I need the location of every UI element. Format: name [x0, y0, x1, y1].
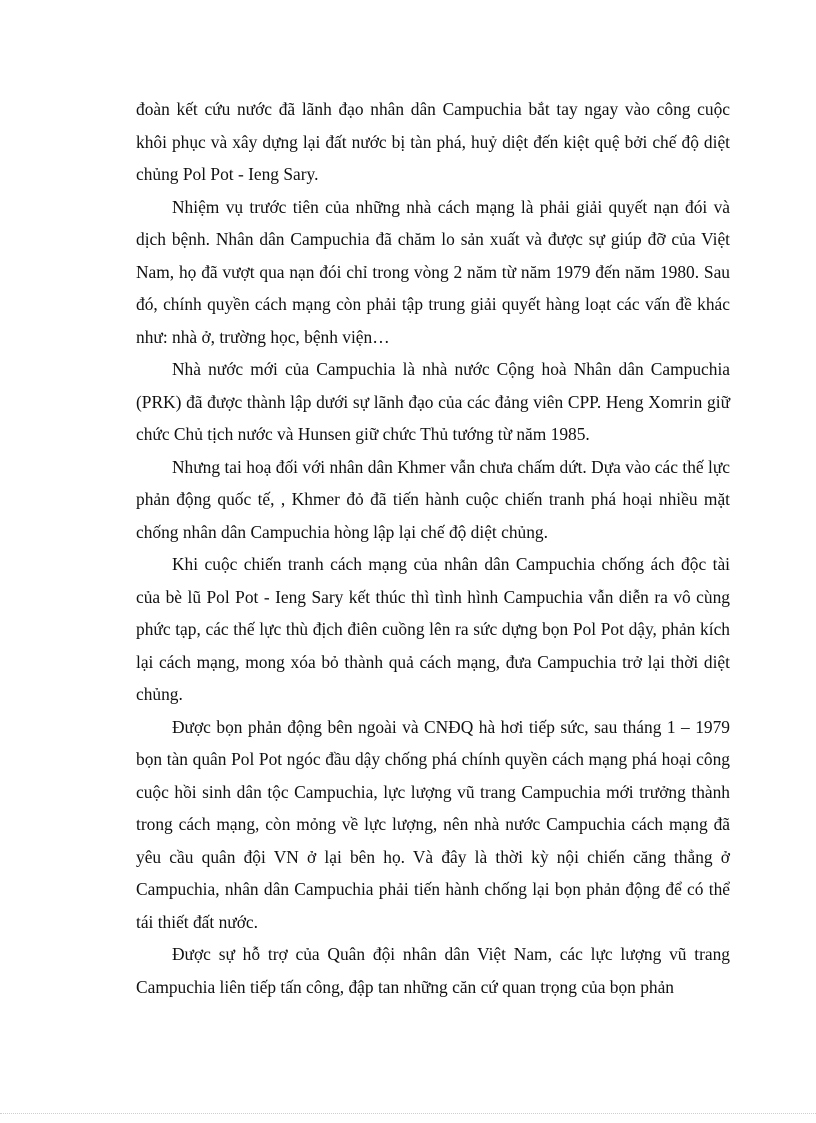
page-bottom-divider [0, 1113, 816, 1114]
paragraph-continuation: đoàn kết cứu nước đã lãnh đạo nhân dân Campuchia bắt tay ngay vào công cuộc khôi phục và xây dựng lại đất nước bị tàn phá, huỷ diệt đến kiệt quệ bởi chế độ diệt chủng Pol Pot - Ieng Sary. [136, 99, 730, 184]
paragraph-post-war-situation: Khi cuộc chiến tranh cách mạng của nhân dân Campuchia chống ách độc tài của bè lũ Pol Pot - Ieng Sary kết thúc thì tình hình Campuchia vẫn diễn ra vô cùng phức tạp, các thế lực thù địch điên cuồng lên ra sức dựng bọn Pol Pot dậy, phản kích lại cách mạng, mong xóa bỏ thành quả cách mạng, đưa Campuchia trở lại thời diệt chủng. [136, 554, 730, 704]
paragraph-khmer-rouge-threat: Nhưng tai hoạ đối với nhân dân Khmer vẫn chưa chấm dứt. Dựa vào các thế lực phản động quốc tế, , Khmer đỏ đã tiến hành cuộc chiến tranh phá hoại nhiều mặt chống nhân dân Campuchia hòng lập lại chế độ diệt chủng. [136, 456, 730, 542]
paragraph-relief-tasks: Nhiệm vụ trước tiên của những nhà cách mạng là phải giải quyết nạn đói và dịch bệnh. Nhân dân Campuchia đã chăm lo sản xuất và được sự giúp đỡ của Việt Nam, họ đã vượt qua nạn đói chỉ trong vòng 2 năm từ năm 1979 đến năm 1980. Sau đó, chính quyền cách mạng còn phải tập trung giải quyết hàng loạt các vấn đề khác như: nhà ở, trường học, bệnh viện… [136, 196, 730, 347]
document-body [136, 93, 730, 1003]
paragraph-civil-war: Được bọn phản động bên ngoài và CNĐQ hà hơi tiếp sức, sau tháng 1 – 1979 bọn tàn quân Pol Pot ngóc đầu dậy chống phá chính quyền cách mạng phá hoại công cuộc hồi sinh dân tộc Campuchia, lực lượng vũ trang Campuchia mới trưởng thành trong cách mạng, còn mỏng về lực lượng, nên nhà nước Campuchia cách mạng đã yêu cầu quân đội VN ở lại bên họ. Và đây là thời kỳ nội chiến căng thẳng ở Campuchia, nhân dân Campuchia phải tiến hành chống lại bọn phản động để có thể tái thiết đất nước. [136, 716, 730, 932]
paragraph-new-state: Nhà nước mới của Campuchia là nhà nước Cộng hoà Nhân dân Campuchia (PRK) đã được thành lập dưới sự lãnh đạo của các đảng viên CPP. Heng Xomrin giữ chức Chủ tịch nước và Hunsen giữ chức Thủ tướng từ năm 1985. [136, 359, 730, 444]
paragraph-military-support: Được sự hỗ trợ của Quân đội nhân dân Việt Nam, các lực lượng vũ trang Campuchia liên tiếp tấn công, đập tan những căn cứ quan trọng của bọn phản [136, 944, 730, 997]
